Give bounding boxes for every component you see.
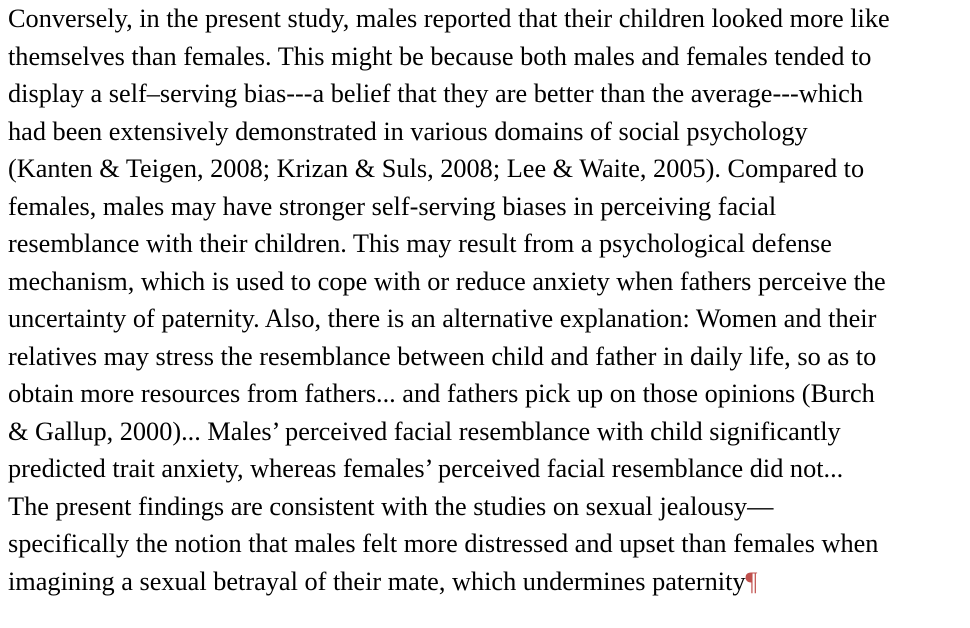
text-line: had been extensively demonstrated in various domains of social psychology [8,116,808,146]
text-line: themselves than females. This might be because both males and females tended to [8,41,872,71]
text-line: (Kanten & Teigen, 2008; Krizan & Suls, 2008; Lee & Waite, 2005). Compared to [8,154,865,183]
text-line: females, males may have stronger self-serving biases in perceiving facial [8,191,777,221]
text-line: predicted trait anxiety, whereas females’ perceived facial resemblance did not... [8,454,844,483]
last-line-text: imagining a sexual betrayal of their mate, which undermines paternity [8,566,746,596]
text-line: relatives may stress the resemblance between child and father in daily life, so as to [8,341,877,371]
text-line: & Gallup, 2000)... Males’ perceived facial resemblance with child significantly [8,416,841,446]
text-line: mechanism, which is used to cope with or reduce anxiety when fathers perceive the [8,266,886,296]
text-line: obtain more resources from fathers... and fathers pick up on those opinions (Burch [8,379,875,408]
text-line: display a self–serving bias---a belief that they are better than the average---which [8,79,863,108]
text-line-last [8,567,757,597]
paragraph-mark-icon: ¶ [745,566,758,596]
text-line: resemblance with their children. This may result from a psychological defense [8,229,832,258]
text-line: Conversely, in the present study, males reported that their children looked more like [8,4,890,33]
text-line: specifically the notion that males felt more distressed and upset than females when [8,529,879,558]
text-line: uncertainty of paternity. Also, there is an alternative explanation: Women and their [8,304,877,333]
text-line: The present findings are consistent with the studies on sexual jealousy— [8,491,774,521]
